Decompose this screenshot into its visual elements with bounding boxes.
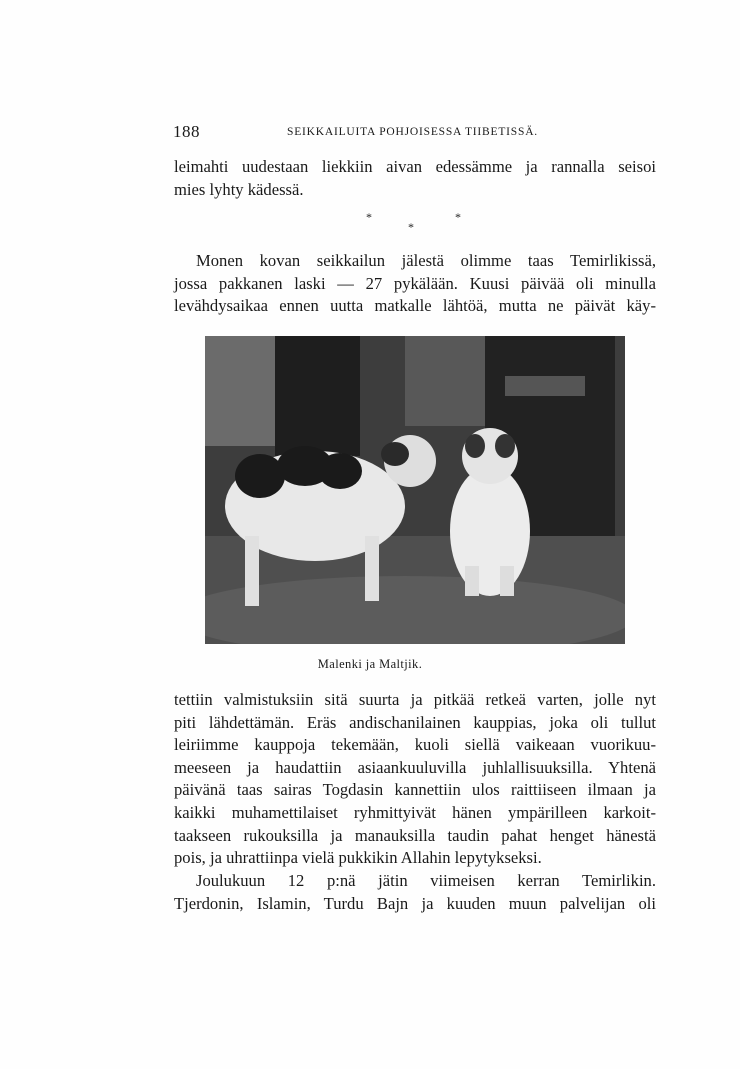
figure-caption: Malenki ja Maltjik. [317,657,423,671]
page-number: 188 [173,122,200,141]
text-line: tettiin valmistuksiin sitä suurta ja pitkää retkeä varten, jolle nyt [174,690,656,709]
text-line: piti lähdettämän. Eräs andischanilainen kauppias, joka oli tullut [174,712,656,732]
dogs-photo-illustration [205,336,625,644]
asterisk: * [366,210,372,224]
dogs-photograph [205,336,625,644]
section-separator [300,206,500,246]
text-line: Tjerdonin, Islamin, Turdu Bajn ja kuuden muun palvelijan oli [174,893,656,913]
text-line: Joulukuun 12 p:nä jätin viimeisen kerran Temirlikin. [196,871,656,890]
text-line: meeseen ja haudattiin asiaankuuluvilla juhlallisuuksilla. Yhtenä [174,757,656,777]
running-head: SEIKKAILUITA POHJOISESSA TIIBETISSÄ. [287,126,538,138]
text-line: leimahti uudestaan liekkiin aivan edessämme ja rannalla seisoi [174,157,656,176]
text-line: levähdysaikaa ennen uutta matkalle lähtöä, mutta ne päivät käy- [174,296,656,316]
asterisk: * [408,220,414,234]
paragraph-preparations [174,689,656,870]
asterisk: * [455,210,461,224]
text-line: päivänä taas sairas Togdasin kannettiin ulos raittiiseen ilmaan ja [174,780,656,800]
paragraph-december [174,870,656,915]
text-line: pois, ja uhrattiinpa vielä pukkikin Allahin lepytykseksi. [174,848,542,868]
paragraph-temirlik [174,250,656,318]
page-header [173,122,658,144]
text-line: mies lyhty kädessä. [174,179,304,199]
text-line: taakseen rukouksilla ja manauksilla taudin pahat henget hänestä [174,825,656,845]
text-line: kaikki muhamettilaiset ryhmittyivät hänen ympärilleen karkoit- [174,802,656,822]
text-line: Monen kovan seikkailun jälestä olimme taas Temirlikissä, [196,251,656,270]
paragraph-continuation [174,156,656,201]
text-line: jossa pakkanen laski — 27 pykälään. Kuusi päivää oli minulla [174,273,656,293]
text-line: leiriimme kauppoja tekemään, kuoli siellä vaikeaan vuorikuu- [174,735,656,755]
